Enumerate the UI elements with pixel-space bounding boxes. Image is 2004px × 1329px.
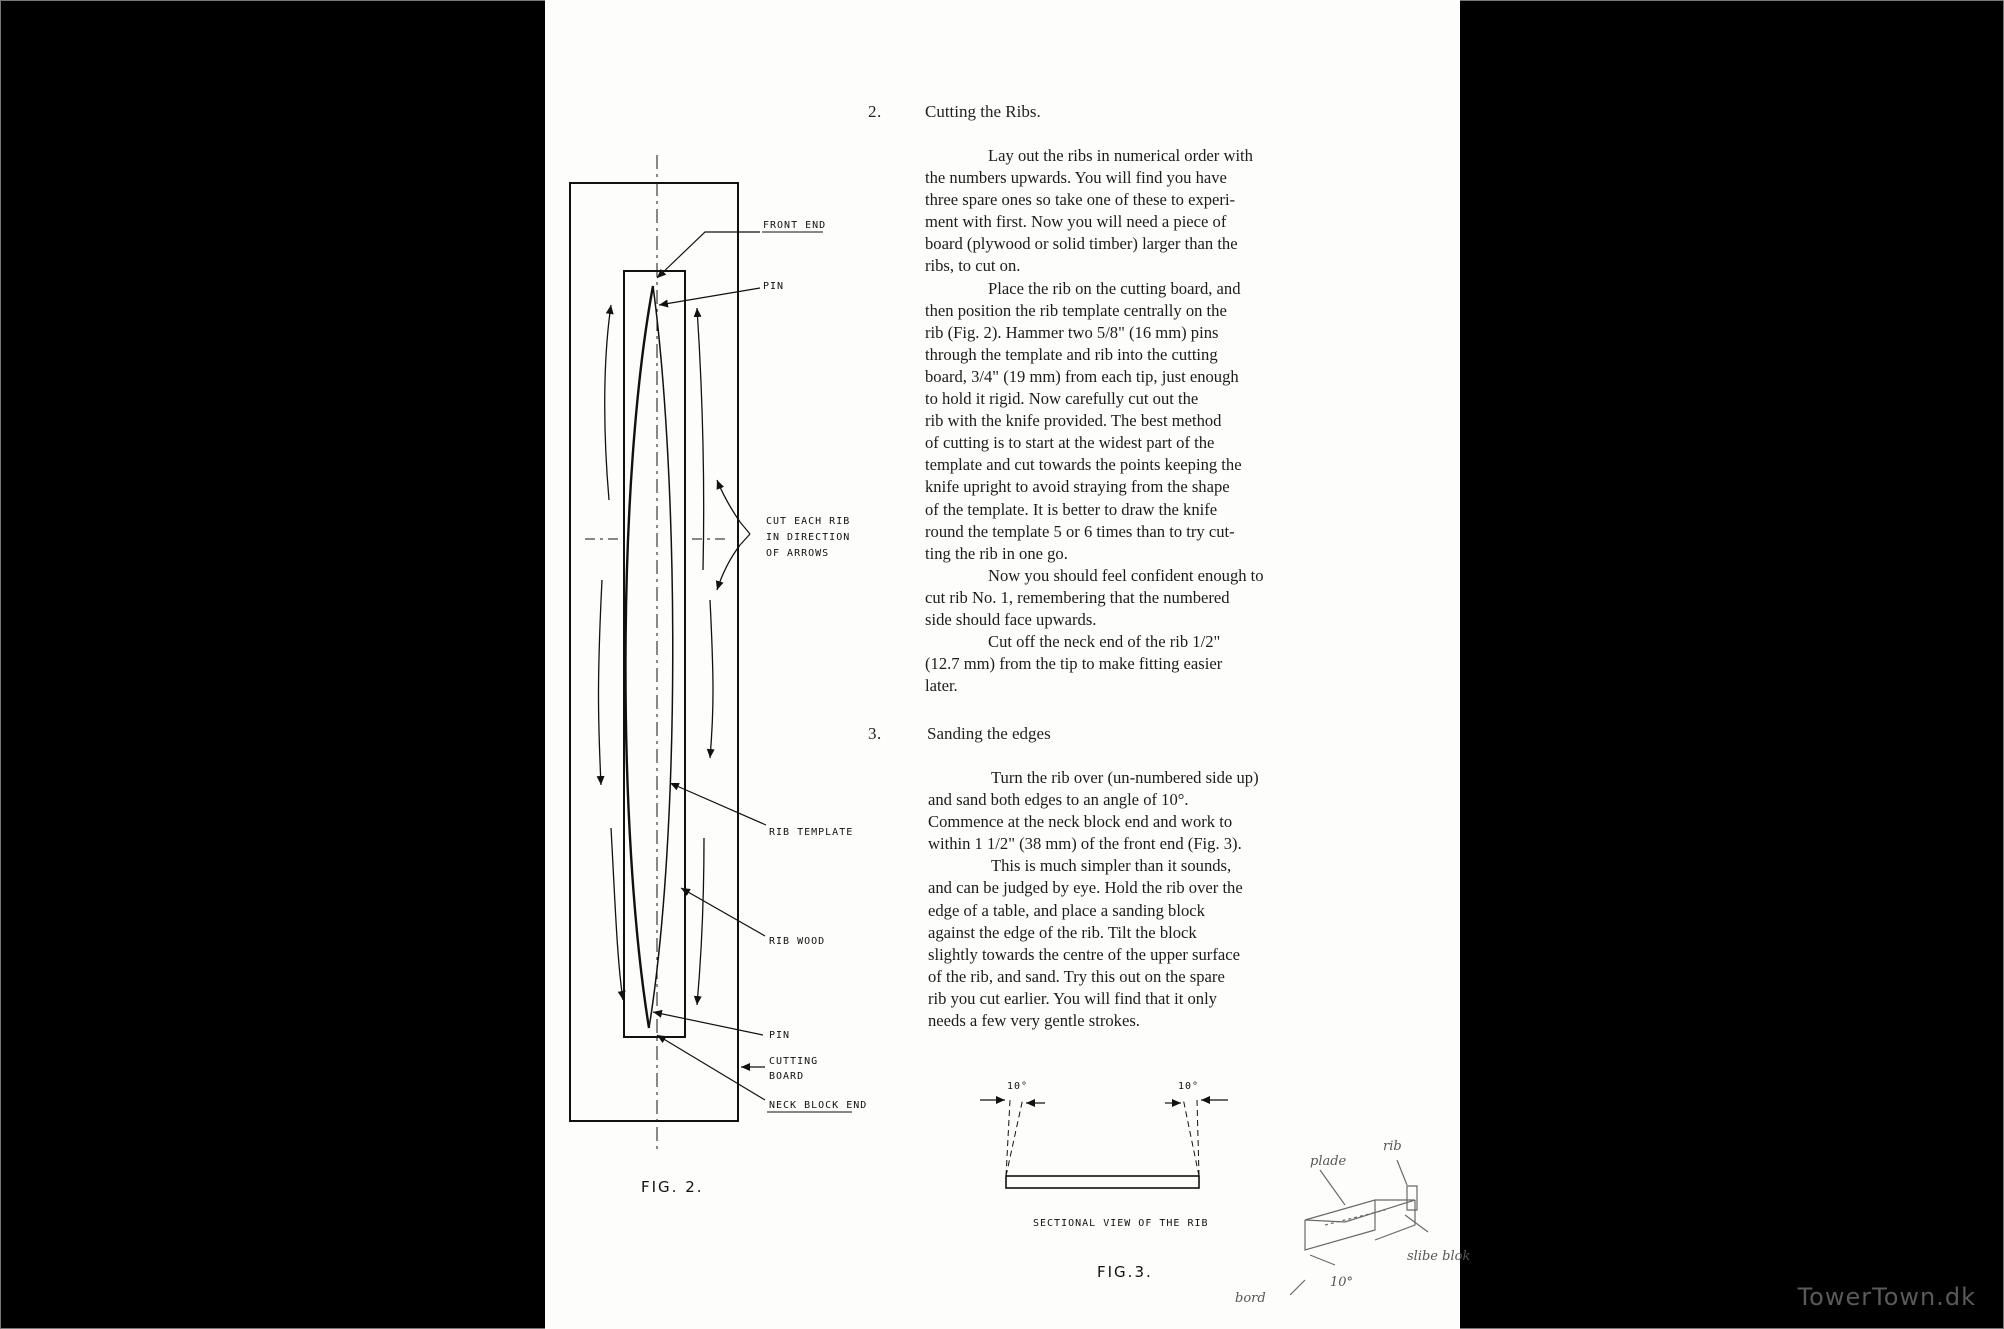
text-line: within 1 1/2" (38 mm) of the front end (Fig. 3). bbox=[928, 834, 1242, 854]
text-line: (12.7 mm) from the tip to make fitting easier bbox=[925, 654, 1223, 674]
fig3-diagram bbox=[980, 1098, 1228, 1188]
label-board-line-1: CUTTING bbox=[769, 1056, 819, 1067]
rib-template-shape-right bbox=[649, 286, 673, 1028]
text-line: round the template 5 or 6 times than to try cut- bbox=[925, 521, 1235, 541]
rib-section bbox=[1006, 1176, 1199, 1188]
rib-template-shape bbox=[625, 286, 653, 1028]
text-line: rib with the knife provided. The best method bbox=[925, 411, 1222, 431]
text-line: to hold it rigid. Now carefully cut out the bbox=[925, 389, 1199, 409]
fig3-angle-left: 10° bbox=[1007, 1081, 1029, 1092]
section-3-body bbox=[928, 767, 1259, 1032]
callout-cut-lower bbox=[717, 545, 740, 590]
fig3-angle-right: 10° bbox=[1178, 1081, 1200, 1092]
text-line: needs a few very gentle strokes. bbox=[928, 1011, 1140, 1031]
text-line: Lay out the ribs in numerical order with bbox=[988, 146, 1253, 165]
label-cut-line-1: CUT EACH RIB bbox=[766, 516, 851, 527]
arrow-right-mid bbox=[710, 600, 713, 758]
text-line: rib (Fig. 2). Hammer two 5/8" (16 mm) pins bbox=[925, 322, 1219, 342]
section-2-body bbox=[925, 145, 1264, 697]
text-line: cut rib No. 1, remembering that the numbered bbox=[925, 587, 1230, 607]
text-line: and can be judged by eye. Hold the rib over the bbox=[928, 878, 1243, 898]
handwritten-plade: plade bbox=[1310, 1154, 1347, 1169]
label-cut-line-2: IN DIRECTION bbox=[766, 532, 851, 543]
arrow-right-bottom bbox=[697, 838, 704, 1005]
text-line: This is much simpler than it sounds, bbox=[991, 856, 1232, 876]
text-line: Place the rib on the cutting board, and bbox=[988, 278, 1241, 298]
watermark: TowerTown.dk bbox=[1797, 1283, 1976, 1311]
arrow-left-upper bbox=[605, 305, 611, 500]
handwritten-slibe-blok: slibe blok bbox=[1407, 1249, 1471, 1264]
text-line: knife upright to avoid straying from the shape bbox=[925, 477, 1230, 497]
arrow-left-bottom bbox=[611, 828, 623, 1000]
text-line: rib you cut earlier. You will find that it only bbox=[928, 988, 1217, 1008]
text-line: Now you should feel confident enough to bbox=[988, 565, 1264, 585]
section-2-title: Cutting the Ribs. bbox=[925, 102, 1041, 121]
text-line: the numbers upwards. You will find you have bbox=[925, 168, 1227, 188]
text-line: later. bbox=[925, 676, 958, 696]
text-line: board, 3/4" (19 mm) from each tip, just enough bbox=[925, 366, 1239, 386]
text-line: ment with first. Now you will need a piece of bbox=[925, 212, 1227, 232]
text-line: Commence at the neck block end and work to bbox=[928, 812, 1233, 832]
text-line: and sand both edges to an angle of 10°. bbox=[928, 790, 1189, 810]
label-pin-top: PIN bbox=[763, 281, 785, 292]
document-page bbox=[545, 0, 1471, 1329]
section-3-title: Sanding the edges bbox=[927, 724, 1051, 743]
section-2-number: 2. bbox=[868, 102, 882, 121]
text-line: slightly towards the centre of the upper surface bbox=[928, 944, 1240, 964]
text-line: Cut off the neck end of the rib 1/2" bbox=[988, 632, 1221, 652]
fig3-subcaption: SECTIONAL VIEW OF THE RIB bbox=[1033, 1218, 1209, 1229]
leader-pin-top bbox=[659, 288, 760, 305]
handwritten-rib: rib bbox=[1383, 1139, 1402, 1154]
section-3-number: 3. bbox=[868, 724, 882, 743]
text-line: ribs, to cut on. bbox=[925, 256, 1021, 276]
leader-pin-bottom bbox=[653, 1012, 763, 1035]
callout-cut-stem bbox=[740, 522, 750, 534]
label-pin-bottom: PIN bbox=[769, 1030, 791, 1041]
text-line: side should face upwards. bbox=[925, 609, 1097, 629]
text-line: board (plywood or solid timber) larger than the bbox=[925, 234, 1238, 254]
text-line: Turn the rib over (un-numbered side up) bbox=[991, 768, 1259, 787]
label-rib-wood: RIB WOOD bbox=[769, 936, 826, 947]
fig3-caption: FIG.3. bbox=[1097, 1263, 1153, 1281]
text-line: three spare ones so take one of these to experi- bbox=[925, 190, 1236, 210]
callout-cut-stem-2 bbox=[740, 534, 750, 545]
arrow-right-upper bbox=[697, 308, 704, 570]
label-front-end: FRONT END bbox=[763, 220, 827, 231]
text-line: of the template. It is better to draw the knife bbox=[925, 499, 1218, 519]
label-rib-template: RIB TEMPLATE bbox=[769, 827, 854, 838]
leader-rib-wood bbox=[681, 888, 765, 936]
hand-sketch bbox=[1290, 1160, 1428, 1295]
text-line: of the rib, and sand. Try this out on the spare bbox=[928, 966, 1225, 986]
handwritten-bord: bord bbox=[1235, 1291, 1266, 1306]
fig2-caption: FIG. 2. bbox=[641, 1178, 704, 1196]
text-line: of cutting is to start at the widest part of the bbox=[925, 433, 1215, 453]
text-line: ting the rib in one go. bbox=[925, 543, 1068, 563]
handwritten-angle: 10° bbox=[1330, 1275, 1354, 1290]
text-line: against the edge of the rib. Tilt the block bbox=[928, 922, 1197, 942]
rib-wood-outline bbox=[624, 271, 685, 1037]
callout-cut-upper bbox=[717, 480, 740, 522]
text-line: then position the rib template centrally on the bbox=[925, 300, 1227, 320]
text-line: template and cut towards the points keeping the bbox=[925, 455, 1242, 475]
label-neck-block-end: NECK BLOCK END bbox=[769, 1100, 868, 1111]
arrow-left-lower bbox=[599, 580, 603, 785]
text-line: edge of a table, and place a sanding block bbox=[928, 900, 1205, 920]
label-board-line-2: BOARD bbox=[769, 1071, 805, 1082]
label-cut-line-3: OF ARROWS bbox=[766, 548, 830, 559]
text-line: through the template and rib into the cutting bbox=[925, 344, 1218, 364]
